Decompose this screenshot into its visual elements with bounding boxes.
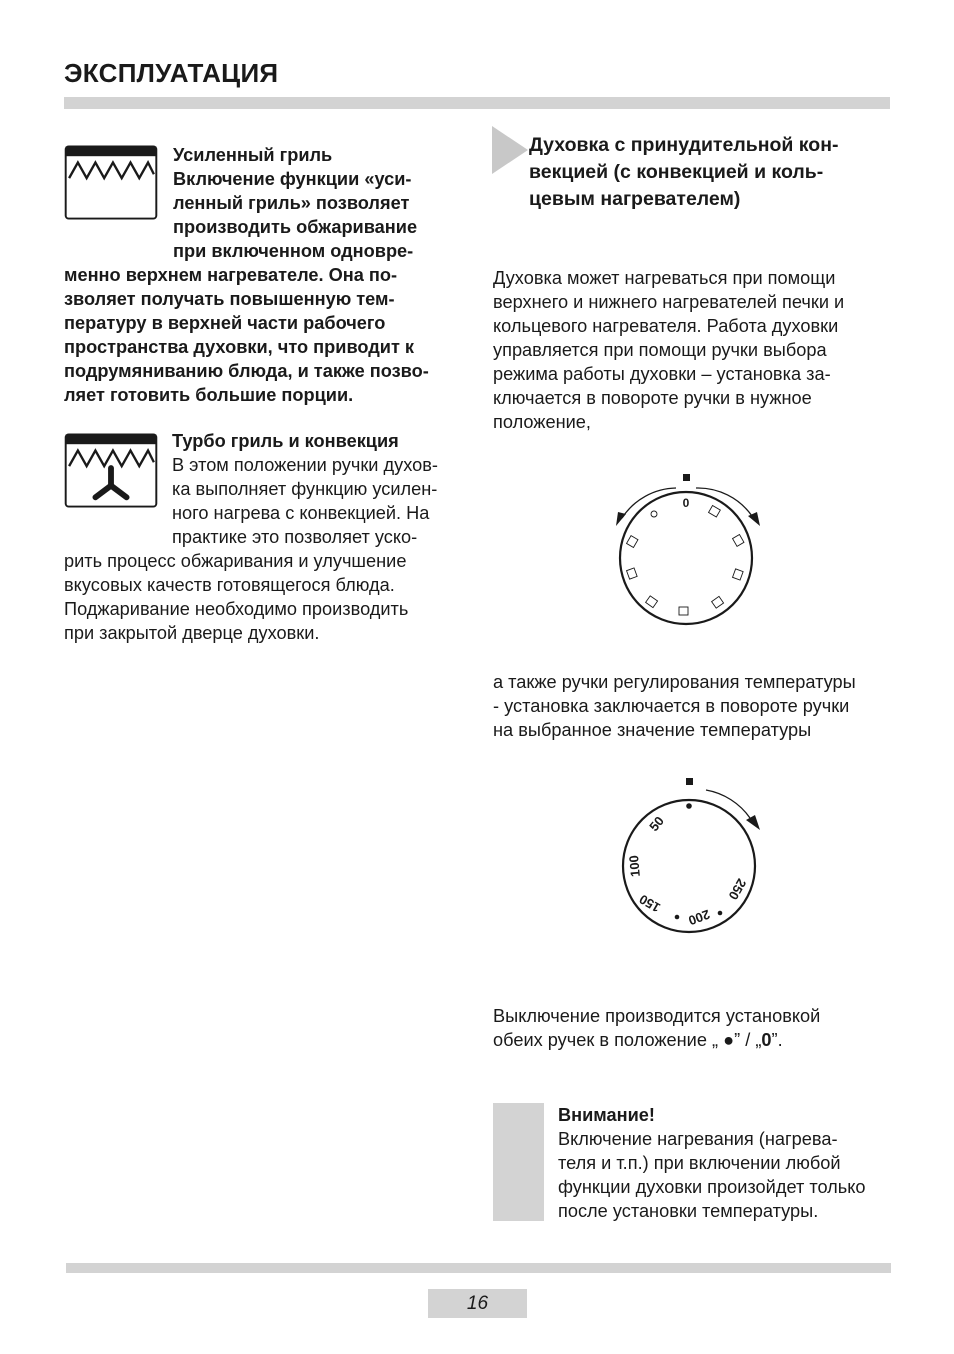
text-line: Выключение производится установкой	[493, 1006, 821, 1026]
scale-dot	[718, 911, 723, 916]
page-title: ЭКСПЛУАТАЦИЯ	[64, 58, 279, 88]
text-line: при включенном одновре-	[173, 241, 414, 261]
temperature-knob	[623, 800, 755, 932]
text-line: ключается в повороте ручки в нужное	[493, 388, 812, 408]
text-line: Поджаривание необходимо производить	[64, 599, 409, 619]
off-prefix: обеих ручек в положение „	[493, 1030, 724, 1050]
text-line	[493, 1028, 889, 1052]
off-dot	[686, 803, 692, 809]
text-line: режима работы духовки – установка за-	[493, 364, 831, 384]
text-line: положение,	[493, 412, 591, 432]
text-line: пературу в верхней части рабочего	[64, 313, 386, 333]
text-line: верхнего и нижнего нагревателей печки и	[493, 292, 845, 312]
enhanced-grill-heading: Усиленный гриль	[173, 145, 333, 165]
attention-text	[558, 1127, 889, 1223]
text-line: теля и т.п.) при включении любой	[558, 1153, 841, 1173]
text-line: зволяет получать повышенную тем-	[64, 289, 395, 309]
convection-intro	[493, 266, 889, 434]
temp-label-100: 100	[626, 854, 643, 878]
header-divider	[64, 97, 890, 109]
enhanced-grill-text-full	[64, 263, 461, 407]
text-line: на выбранное значение температуры	[493, 720, 812, 740]
temp-label-250: 250	[725, 876, 750, 903]
text-line: Духовка может нагреваться при помощи	[493, 268, 836, 288]
mode-knob-diagram	[600, 470, 770, 630]
text-line: В этом положении ручки духов-	[172, 455, 438, 475]
text-line: при закрытой дверце духовки.	[64, 623, 320, 643]
turbo-grill-text-short	[172, 453, 462, 549]
attention-marker	[493, 1103, 544, 1221]
text-line: рить процесс обжаривания и улучшение	[64, 551, 407, 571]
off-mid: ” / „	[734, 1030, 762, 1050]
text-line: пространства духовки, что приводит к	[64, 337, 415, 357]
text-line: практике это позволяет уско-	[172, 527, 418, 547]
heading-line: цевым нагревателем)	[529, 188, 741, 210]
temp-label-200: 200	[686, 906, 712, 929]
position-marker	[686, 778, 693, 785]
turbo-grill-heading: Турбо гриль и конвекция	[172, 431, 399, 451]
convection-heading	[529, 132, 891, 213]
mode-knob	[620, 492, 752, 624]
switch-off-text	[493, 1004, 889, 1052]
off-suffix: ”.	[771, 1030, 783, 1050]
scale-dot	[675, 915, 680, 920]
temperature-knob-diagram	[610, 770, 770, 940]
text-line: ленный гриль» позволяет	[173, 193, 410, 213]
turbo-grill-text-full	[64, 549, 462, 645]
text-line: функции духовки произойдет только	[558, 1177, 866, 1197]
temp-label-50: 50	[646, 813, 668, 835]
text-line: а также ручки регулирования температуры	[493, 672, 856, 692]
text-line: кольцевого нагревателя. Работа духовки	[493, 316, 839, 336]
text-line: ного нагрева с конвекцией. На	[172, 503, 430, 523]
position-marker	[683, 474, 690, 481]
page-number: 16	[428, 1289, 527, 1318]
section-arrow-icon	[492, 126, 528, 174]
heading-line: векцией (с конвекцией и коль-	[529, 161, 824, 183]
text-line: Включение нагревания (нагрева-	[558, 1129, 838, 1149]
enhanced-grill-text-short	[173, 167, 461, 263]
temp-label-150: 150	[636, 891, 663, 916]
text-line: подрумяниванию блюда, и также позво-	[64, 361, 429, 381]
text-line: ляет готовить большие порции.	[64, 385, 354, 405]
text-line: управляется при помощи ручки выбора	[493, 340, 827, 360]
mode-knob-zero-label: 0	[682, 496, 690, 510]
footer-divider	[66, 1263, 891, 1273]
off-zero: 0	[761, 1030, 772, 1050]
text-line: менно верхнем нагревателе. Она по-	[64, 265, 398, 285]
off-dot-symbol: ●	[723, 1030, 735, 1050]
heading-line: Духовка с принудительной кон-	[529, 134, 839, 156]
text-line: Включение функции «уси-	[173, 169, 412, 189]
text-line: - установка заключается в повороте ручки	[493, 696, 850, 716]
text-line: после установки температуры.	[558, 1201, 819, 1221]
text-line: вкусовых качеств готовящегося блюда.	[64, 575, 395, 595]
text-line: ка выполняет функцию усилен-	[172, 479, 438, 499]
temperature-knob-text	[493, 670, 889, 742]
turbo-grill-convection-icon	[64, 433, 158, 509]
enhanced-grill-icon	[64, 145, 158, 221]
text-line: производить обжаривание	[173, 217, 418, 237]
attention-title: Внимание!	[558, 1105, 655, 1125]
